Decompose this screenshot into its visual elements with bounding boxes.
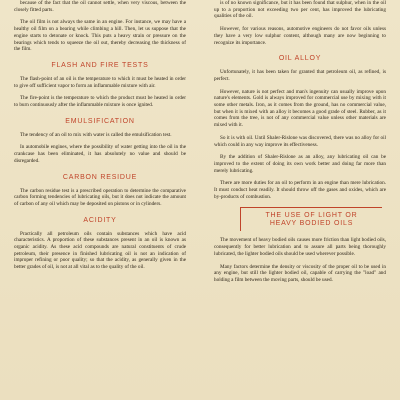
paragraph: However, for various reasons, automotive engineers do not favor oils unless they have a very low sulphur content, although many are now beginning to recognize its importance. (214, 26, 386, 46)
section-heading-acidity: ACIDITY (83, 216, 117, 224)
left-column (14, 0, 186, 277)
section-heading-light-heavy-oils (240, 207, 382, 231)
section-heading-emulsification: EMULSIFICATION (65, 117, 135, 125)
section-heading-carbon-residue: CARBON RESIDUE (62, 173, 138, 181)
paragraph: By the addition of Shaler-Rislone as an alloy, any lubricating oil can be improved to the extent of doing its own work better and doing far more than merely lubricating. (214, 154, 386, 174)
paragraph: The oil film is not always the same in an engine. For instance, we may have a healthy oil film on a bearing while climbing a hill. Then, let us suppose that the engine starts to detonate or knock. This puts a heavy strain or pressure on the bearings which tends to squeeze the oil out, thereby decreasing the thickness of the film. (14, 19, 186, 53)
paragraph: is of no known significance, but it has been found that sulphur, when in the oil up to a proportion not exceeding two per cent, has improved the lubricating qualities of the oil. (214, 0, 386, 20)
heading-line: HEAVY BODIED OILS (269, 220, 354, 228)
paragraph: Practically all petroleum oils contain substances which have acid characteristics. A proportion of these substances present in an oil is known as organic acidity. As these acid compounds are natural constituents of crude petroleum, their presence in finished lubricating oil is not an indication of improper refining or poor quality; so that the acidity, as generally given in the better grades of oil, is not at all vital as to the quality of the oil. (14, 230, 186, 271)
paragraph: The fire-point is the temperature to which the product must be heated in order to burn continuously after the inflammable mixture is once ignited. (14, 95, 186, 109)
paragraph: However, nature is not perfect and man's ingenuity can usually improve upon nature's elements. Gold is always improved for commercial use by mixing with it some other metals. Iron, as it comes from the ground, has no commercial value, but when it is mixed with an alloy it becomes a good grade of steel. Rubber, as it comes from the tree, is not of any commercial value unless other materials are mixed with it. (214, 88, 386, 129)
paragraph: because of the fact that the oil cannot settle, when very viscous, between the closely fitted parts. (14, 0, 186, 13)
paragraph: In automobile engines, where the possibility of water getting into the oil in the crankcase has been eliminated, it has absolutely no value and should be disregarded. (14, 144, 186, 164)
paragraph: There are more duties for an oil to perform in an engine than mere lubrication. It must conduct heat readily. It should throw off the gases and oxides, which are by-products of combustion. (214, 180, 386, 200)
paragraph: So it is with oil. Until Shaler-Rislone was discovered, there was no alloy for oil which could in any way improve its effectiveness. (214, 134, 386, 148)
heading-line: THE USE OF LIGHT OR (265, 212, 358, 220)
section-heading-flash-fire: FLASH AND FIRE TESTS (51, 61, 149, 69)
paragraph: The flash-point of an oil is the temperature to which it must be heated in order to give off sufficient vapor to form an inflammable mixture with air. (14, 75, 186, 89)
paragraph: Many factors determine the density or viscosity of the proper oil to be used in any engine, but still the lighter bodied oil, capable of carrying the "load" and holding a film between the moving parts, should be used. (214, 263, 386, 283)
paragraph: The movement of heavy bodied oils causes more friction than light bodied oils, consequently for better lubrication and to assure all parts being thoroughly lubricated, the lighter bodied oils should be used wherever possible. (214, 237, 386, 257)
paragraph: The tendency of an oil to mix with water is called the emulsification test. (20, 131, 172, 138)
paragraph: Unfortunately, it has been taken for granted that petroleum oil, as refined, is perfect. (214, 69, 386, 82)
paragraph: The carbon residue test is a prescribed operation to determine the comparative carbon forming tendencies of lubricating oils, but it does not indicate the amount of carbon of any oil which may be deposited on pistons or in cylinders. (14, 187, 186, 207)
right-column (214, 0, 386, 290)
section-heading-oil-alloy: OIL ALLOY (278, 55, 322, 63)
